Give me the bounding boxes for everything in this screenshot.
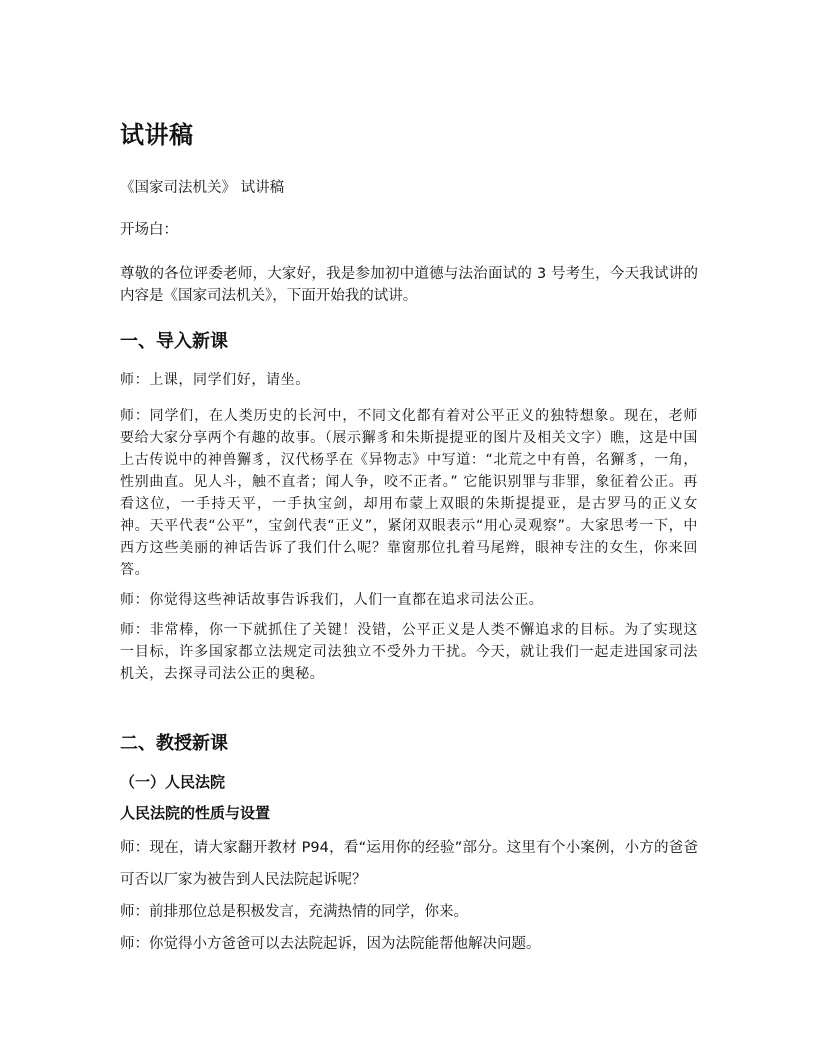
section-heading-lead-in: 一、导入新课 — [120, 331, 228, 352]
section-spacer — [120, 693, 698, 731]
intro-paragraph: 尊敬的各位评委老师，大家好，我是参加初中道德与法治面试的 3 号考生，今天我试讲的内容是《国家司法机关》，下面开始我的试讲。 — [120, 266, 698, 304]
teacher-line-greeting: 师：上课，同学们好，请坐。 — [120, 372, 310, 388]
topic-heading: 人民法院的性质与设置 — [120, 804, 271, 822]
document-subtitle: 《国家司法机关》 试讲稿 — [120, 180, 285, 196]
teacher-line-textbook: 师：现在，请大家翻开教材 P94，看“运用你的经验”部分。这里有个小案例，小方的爸爸可否以厂家为被告到人民法院起诉呢？ — [120, 840, 698, 888]
document-title: 试讲稿 — [120, 121, 194, 149]
teacher-line-response: 师：你觉得这些神话故事告诉我们，人们一直都在追求司法公正。 — [120, 592, 544, 608]
opening-label: 开场白： — [120, 222, 178, 238]
teacher-line-summary: 师：你觉得小方爸爸可以去法院起诉，因为法院能帮他解决问题。 — [120, 936, 541, 952]
document-page — [120, 118, 698, 960]
teacher-line-story: 师：同学们，在人类历史的长河中，不同文化都有着对公平正义的独特想象。现在，老师要给大家分享两个有趣的故事。（展示獬豸和朱斯提提亚的图片及相关文字）瞧，这是中国上古传说中的神兽獬豸，汉代杨孚在《异物志》中写道：“北荒之中有兽，名獬豸，一角，性别曲直。见人斗，触不直者；闻人争，咬不正者。” 它能识别罪与非罪，象征着公正。再看这位，一手持天平，一手执宝剑，却用布蒙上双眼的朱斯提提亚，是古罗马的正义女神。天平代表“公平”，宝剑代表“正义”，紧闭双眼表示“用心灵观察”。大家思考一下，中西方这些美丽的神话告诉了我们什么呢？靠窗那位扎着马尾辫，眼神专注的女生，你来回答。 — [120, 408, 698, 578]
section-heading-new-lesson: 二、教授新课 — [120, 733, 228, 754]
teacher-line-transition: 师：非常棒，你一下就抓住了关键！没错，公平正义是人类不懈追求的目标。为了实现这一目标，许多国家都立法规定司法独立不受外力干扰。今天，就让我们一起走进国家司法机关，去探寻司法公正的奥秘。 — [120, 622, 698, 682]
subsection-heading-peoples-court: （一）人民法院 — [120, 773, 226, 791]
teacher-line-call-student: 师：前排那位总是积极发言，充满热情的同学，你来。 — [120, 904, 468, 920]
